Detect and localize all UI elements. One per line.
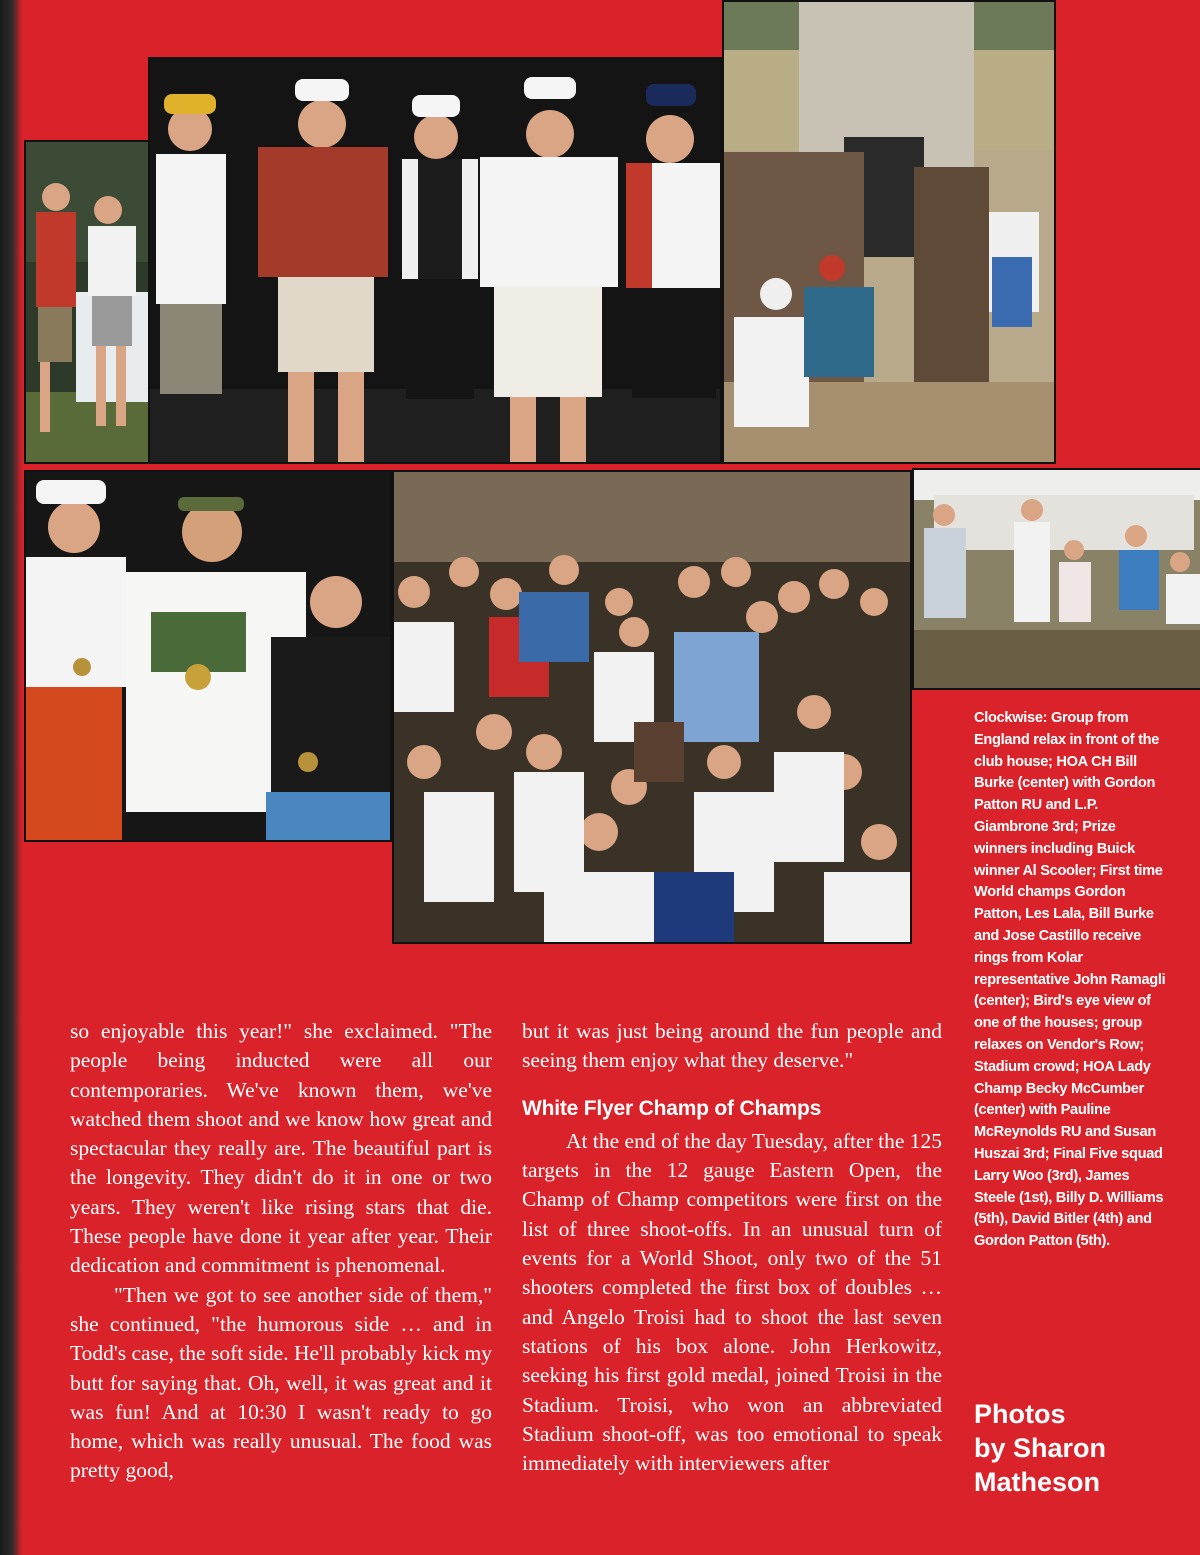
photo-credit-line: by Sharon <box>974 1433 1107 1463</box>
photo-stadium-crowd <box>392 470 912 944</box>
photo-vendors-row <box>912 468 1200 690</box>
photo-england-group <box>24 140 150 464</box>
article-column-1 <box>70 1017 492 1486</box>
photo-ring-recipients <box>148 57 722 464</box>
page-binding-edge <box>0 0 22 1555</box>
photo-credit-line: Matheson <box>974 1467 1101 1497</box>
article-paragraph: so enjoyable this year!" she exclaimed. "The people being inducted were all our contemporaries. We've known them, we've watched them shoot and we know how great and spectacular they really are. The beautiful part is the longevity. They didn't do it in one or two years. They weren't like rising stars that die. These people have done it year after year. Their dedication and commitment is phenomenal. <box>70 1019 492 1278</box>
article-paragraph: At the end of the day Tuesday, after the 125 targets in the 12 gauge Eastern Open, the Champ of Champ competitors were first on the list of three shoot-offs. In an unusual turn of events for a World Shoot, only two of the 51 shooters completed the first box of doubles … and Angelo Troisi had to shoot the last seven stations of his box alone. John Herkowitz, seeking his first gold medal, joined Troisi in the Stadium. Troisi, who won an abbreviated Stadium shoot-off, was too emotional to speak immediately with interviewers after <box>522 1128 942 1476</box>
article-paragraph: but it was just being around the fun people and seeing them enjoy what they deserve." <box>522 1019 942 1073</box>
article-paragraph: "Then we got to see another side of them," she continued, "the humorous side … and in Todd's case, the soft side. He'll probably kick my butt for saying that. Oh, well, it was great and it was fun! And at 10:30 I wasn't ready to go home, which was really unusual. The food was pretty good, <box>70 1282 492 1483</box>
section-subhead: White Flyer Champ of Champs <box>522 1096 822 1120</box>
photo-clubhouse-birds-eye <box>722 0 1056 464</box>
photo-caption: Clockwise: Group from England relax in front of the club house; HOA CH Bill Burke (center) with Gordon Patton RU and L.P. Giambrone 3rd; Prize winners including Buick winner Al Scooler; First time World champs Gordon Patton, Les Lala, Bill Burke and Jose Castillo receive rings from Kolar representative John Ramagli (center); Bird's eye view of one of the houses; group relaxes on Vendor's Row; Stadium crowd; HOA Lady Champ Becky McCumber (center) with Pauline McReynolds RU and Susan Huszai 3rd; Final Five squad Larry Woo (3rd), James Steele (1st), Billy D. Williams (5th), David Bitler (4th) and Gordon Patton (5th). <box>974 710 1166 1250</box>
photo-credit-line: Photos <box>974 1399 1066 1429</box>
article-column-2 <box>522 1017 942 1478</box>
photo-credit <box>974 1397 1174 1499</box>
photo-lady-champions <box>24 470 392 842</box>
